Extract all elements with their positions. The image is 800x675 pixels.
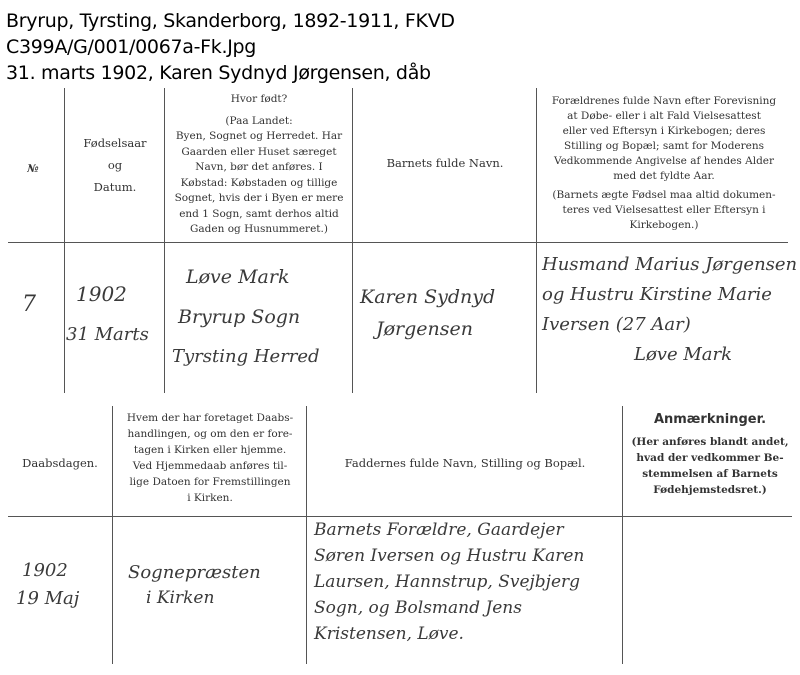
column-rule [164, 88, 165, 393]
baptism-date-header: Daabsdagen. [22, 456, 98, 470]
header-rule [8, 242, 788, 243]
godparents-line-3: Laursen, Hannstrup, Svejbjerg [314, 572, 581, 592]
godparents-line-1: Barnets Forældre, Gaardejer [314, 520, 564, 540]
caption-line-1: Bryrup, Tyrsting, Skanderborg, 1892-1911, FKVD [6, 10, 455, 32]
parents-line-2: og Hustru Kirstine Marie [542, 284, 772, 305]
parents-line-4: Løve Mark [634, 344, 733, 365]
header-rule [8, 516, 792, 517]
caption-line-3: 31. marts 1902, Karen Sydnyd Jørgensen, dåb [6, 62, 431, 84]
column-rule [112, 406, 113, 664]
godparents-line-4: Sogn, og Bolsmand Jens [314, 598, 522, 618]
parents-line-3: Iversen (27 Aar) [542, 314, 691, 335]
caption-line-2: C399A/G/001/0067a-Fk.Jpg [6, 36, 257, 58]
birth-register-table [0, 86, 800, 396]
birth-year: 1902 [76, 282, 127, 306]
column-rule [306, 406, 307, 664]
child-name-line-1: Karen Sydnyd [360, 286, 496, 308]
child-name-header: Barnets fulde Navn. [386, 156, 504, 170]
birthplace-line-1: Løve Mark [186, 266, 290, 288]
birthplace-header: Hvor født? (Paa Landet: Byen, Sognet og Herredet. Har Gaarden eller Huset særeget Navn, bør det anføres. I Købstad: Købstaden og tillige Sognet, hvis der i Byen er mere end 1 Sogn, samt derhos altid Gaden og Husnummeret.) [174, 93, 344, 235]
baptizer-line-2: i Kirken [146, 588, 215, 608]
child-name-line-2: Jørgensen [376, 318, 474, 340]
baptizer-line-1: Sognepræsten [128, 562, 261, 583]
birthplace-line-3: Tyrsting Herred [172, 346, 320, 367]
godparents-line-2: Søren Iversen og Hustru Karen [314, 546, 585, 566]
column-rule [536, 88, 537, 393]
baptizer-header: Hvem der har foretaget Daabs- handlingen, og om den er fore- tagen i Kirken eller hjemme. Ved Hjemmedaab anføres til- lige Datoen for Fremstillingen i Kirken. [126, 412, 294, 504]
baptism-register-table [0, 404, 800, 670]
image-caption [6, 8, 455, 86]
godparents-line-5: Kristensen, Løve. [314, 624, 464, 644]
baptism-date: 19 Maj [16, 588, 80, 609]
birthplace-line-2: Bryrup Sogn [178, 306, 301, 328]
parents-line-1: Husmand Marius Jørgensen [542, 254, 798, 275]
column-rule [64, 88, 65, 393]
godparents-header: Faddernes fulde Navn, Stilling og Bopæl. [344, 456, 586, 470]
birth-date-header: Fødselsaar og Datum. [83, 136, 147, 194]
number-header: № [27, 163, 39, 175]
remarks-header: Anmærkninger. (Her anføres blandt andet, hvad der vedkommer Be- stemmelsen af Barnets Fødehjemstedsret.) [631, 412, 789, 496]
entry-number: 7 [22, 292, 36, 317]
column-rule [622, 406, 623, 664]
birth-date: 31 Marts [66, 324, 149, 345]
parents-header: Forældrenes fulde Navn efter Forevisning at Døbe- eller i alt Fald Vielsesattest eller ved Eftersyn i Kirkebogen; deres Stilling og Bopæl; samt for Moderens Vedkommende Angivelse af hendes Alder med det fyldte Aar. (Barnets ægte Fødsel maa altid dokumen- teres ved Vielsesattest eller Eftersyn i Kirkebogen.) [551, 95, 777, 231]
column-rule [352, 88, 353, 393]
baptism-year: 1902 [22, 560, 68, 581]
